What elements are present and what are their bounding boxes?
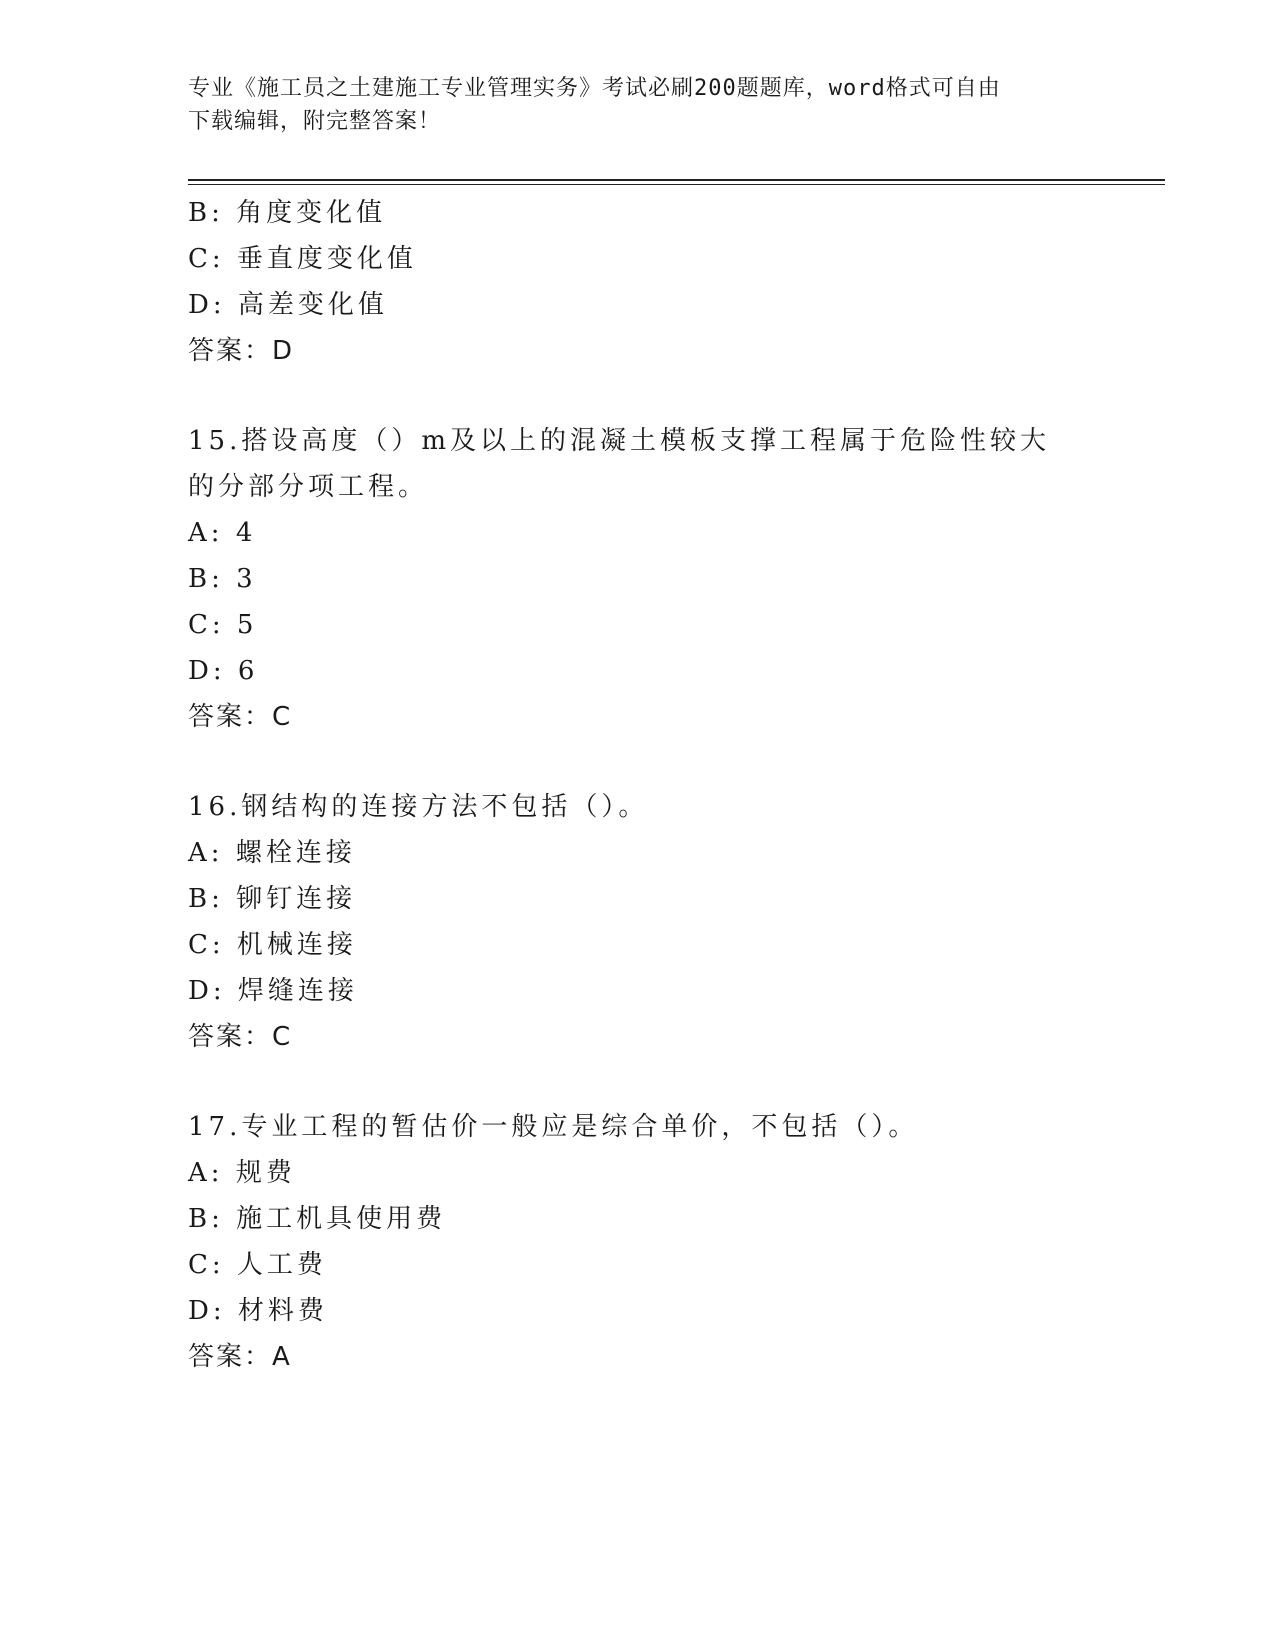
option-label: B: — [188, 198, 224, 228]
option-text: 机械连接 — [236, 930, 357, 960]
option-label: B: — [188, 564, 224, 594]
header-line-2: 下载编辑，附完整答案！ — [188, 109, 442, 134]
option-text: 螺栓连接 — [235, 838, 356, 868]
option-row — [188, 510, 1088, 556]
option-label: A: — [188, 838, 224, 868]
carryover-block — [188, 190, 1088, 374]
question-content — [188, 190, 1088, 1380]
option-row — [188, 602, 1088, 648]
answer-line: 答案：C — [188, 1022, 293, 1052]
option-label: D: — [188, 1296, 226, 1326]
spacer — [188, 374, 1088, 418]
option-text: 规费 — [235, 1158, 296, 1188]
option-label: B: — [188, 1204, 224, 1234]
option-row — [188, 830, 1088, 876]
spacer — [188, 1060, 1088, 1104]
option-row — [188, 648, 1088, 694]
option-text: 角度变化值 — [236, 198, 387, 228]
question-stem: 17.专业工程的暂估价一般应是综合单价，不包括（）。 — [188, 1112, 919, 1142]
option-text: 3 — [236, 564, 257, 594]
spacer — [188, 740, 1088, 784]
option-row — [188, 968, 1088, 1014]
option-row — [188, 876, 1088, 922]
option-text: 6 — [237, 656, 259, 686]
header-line-1: 专业《施工员之土建施工专业管理实务》考试必刷200题题库，word格式可自由 — [188, 76, 1001, 101]
answer-line: 答案：A — [188, 1342, 292, 1372]
document-header — [188, 72, 1068, 138]
option-label: C: — [188, 610, 225, 640]
option-text: 铆钉连接 — [236, 884, 357, 914]
question-block — [188, 1104, 1088, 1380]
option-text: 材料费 — [237, 1296, 328, 1326]
option-label: D: — [188, 290, 226, 320]
option-text: 垂直度变化值 — [236, 244, 417, 274]
question-stem: 15.搭设高度（）m及以上的混凝土模板支撑工程属于危险性较大的分部分项工程。 — [188, 426, 1051, 502]
option-row — [188, 1242, 1088, 1288]
answer-line: 答案：C — [188, 702, 293, 732]
option-row — [188, 1288, 1088, 1334]
option-label: C: — [188, 930, 225, 960]
answer-line: 答案：D — [188, 336, 295, 366]
option-row — [188, 190, 1088, 236]
option-label: A: — [188, 518, 224, 548]
option-label: A: — [188, 1158, 224, 1188]
option-text: 4 — [235, 518, 257, 548]
option-row — [188, 1196, 1088, 1242]
option-label: D: — [188, 656, 226, 686]
option-text: 5 — [236, 610, 258, 640]
option-row — [188, 922, 1088, 968]
option-row — [188, 282, 1088, 328]
option-text: 高差变化值 — [237, 290, 388, 320]
option-label: C: — [188, 244, 225, 274]
option-text: 施工机具使用费 — [236, 1204, 447, 1234]
option-label: C: — [188, 1250, 225, 1280]
question-block — [188, 784, 1088, 1060]
question-stem: 16.钢结构的连接方法不包括（）。 — [188, 792, 649, 822]
option-label: B: — [188, 884, 224, 914]
header-divider-thin — [188, 184, 1165, 185]
option-row — [188, 1150, 1088, 1196]
header-divider-thick — [188, 179, 1165, 181]
option-label: D: — [188, 976, 226, 1006]
option-row — [188, 556, 1088, 602]
option-text: 焊缝连接 — [237, 976, 358, 1006]
option-row — [188, 236, 1088, 282]
option-text: 人工费 — [236, 1250, 327, 1280]
question-block — [188, 418, 1088, 740]
